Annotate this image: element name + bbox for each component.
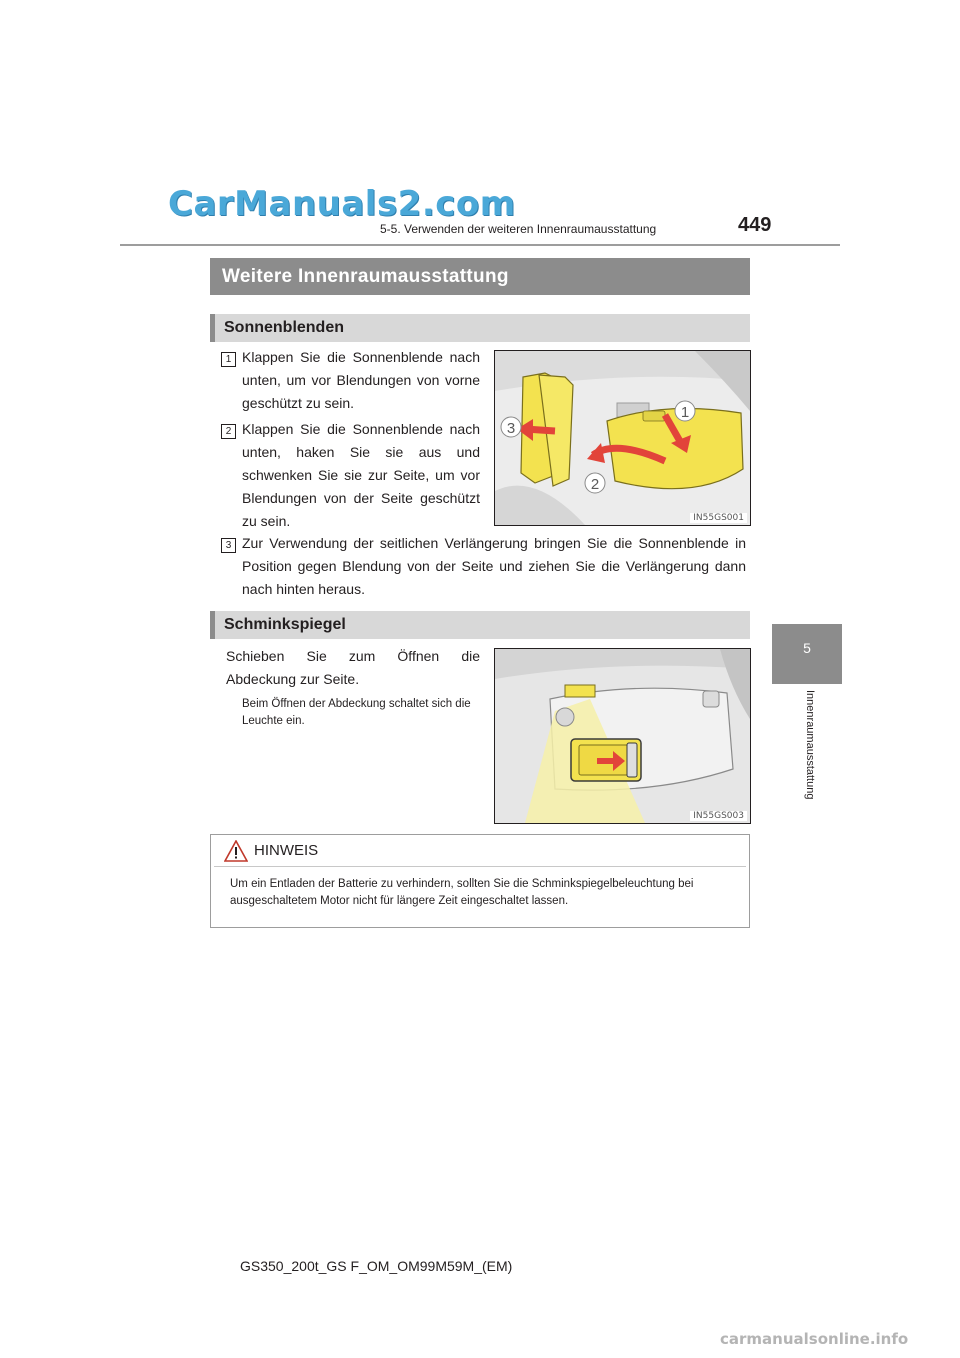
notice-title: HINWEIS xyxy=(254,842,319,859)
figure-code-1: IN55GS001 xyxy=(690,513,747,523)
notice-divider xyxy=(214,866,746,867)
vanity-mirror-illustration xyxy=(495,649,750,823)
document-code-footer: GS350_200t_GS F_OM_OM99M59M_(EM) xyxy=(240,1258,513,1274)
step-text-1: Klappen Sie die Sonnenblende nach unten, um vor Blendungen von vorne geschützt zu sein. xyxy=(242,349,480,411)
header-divider xyxy=(120,244,840,246)
vanity-mirror-figure xyxy=(494,648,751,824)
vanity-mirror-heading: Schminkspiegel xyxy=(210,611,750,639)
watermark-bottom: carmanualsonline.info xyxy=(720,1330,909,1348)
figure-code-2: IN55GS003 xyxy=(690,811,747,821)
sun-visors-heading: Sonnenblenden xyxy=(210,314,750,342)
step-number-3: 3 xyxy=(221,538,236,553)
step-number-2: 2 xyxy=(221,424,236,439)
sun-visor-figure xyxy=(494,350,751,526)
step-number-1: 1 xyxy=(221,352,236,367)
callout-1: 1 xyxy=(680,404,690,421)
callout-2: 2 xyxy=(590,476,600,493)
page-number: 449 xyxy=(738,214,772,236)
callout-3: 3 xyxy=(506,420,516,437)
watermark-logo: CarManuals2.com xyxy=(168,184,516,224)
vanity-mirror-text: Schieben Sie zum Öffnen die Abdeckung zur Seite. xyxy=(226,648,480,687)
notice-text: Um ein Entladen der Batterie zu verhindern, sollten Sie die Schminkspiegelbeleuchtung bei ausgeschaltetem Motor nicht für längere Zeit eingeschaltet lassen. xyxy=(230,878,694,907)
chapter-number: 5 xyxy=(803,640,811,656)
main-heading: Weitere Innenraumausstattung xyxy=(210,258,750,295)
sun-visor-illustration xyxy=(495,351,750,525)
step-text-2: Klappen Sie die Sonnenblende nach unten, haken Sie sie aus und schwenken Sie sie zur Seite, um vor Blendungen von der Seite geschützt zu sein. xyxy=(242,421,480,529)
warning-triangle-icon xyxy=(224,840,248,862)
vanity-mirror-note: Beim Öffnen der Abdeckung schaltet sich die Leuchte ein. xyxy=(242,698,471,727)
chapter-label: Innenraumausstattung xyxy=(804,690,816,800)
step-text-3: Zur Verwendung der seitlichen Verlängerung bringen Sie die Sonnenblende in Position gegen Blendung von der Seite und ziehen Sie die Verlängerung dann nach hinten heraus. xyxy=(242,535,746,597)
section-title: 5-5. Verwenden der weiteren Innenraumausstattung xyxy=(380,222,657,236)
